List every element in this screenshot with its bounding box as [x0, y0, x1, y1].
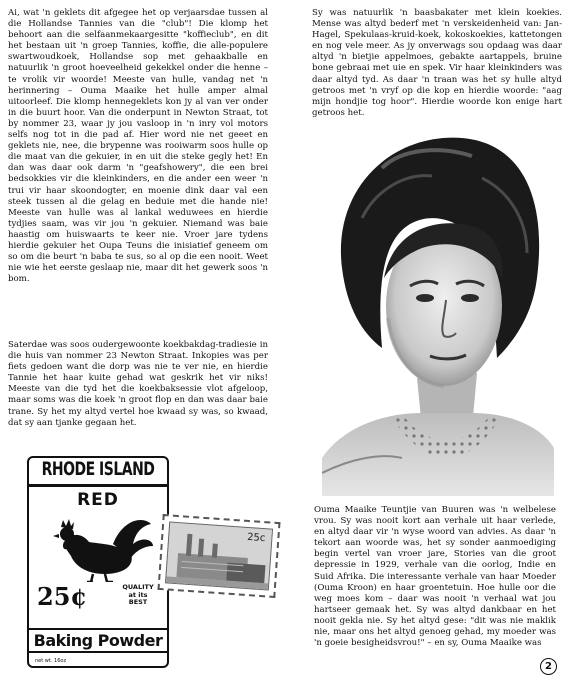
baking-powder-tin-illustration: [27, 456, 169, 668]
tin-net-weight: net wt. 16oz: [35, 658, 67, 664]
article-column-right-top: [312, 8, 562, 119]
tin-price: 25¢: [37, 582, 88, 611]
tin-quality-line: at its: [128, 590, 148, 599]
tin-band: [29, 484, 167, 487]
tin-red-label: RED: [77, 490, 119, 510]
article-column-right-bottom: [314, 505, 556, 649]
postage-stamp: [157, 514, 280, 598]
tin-product-name: Baking Powder: [29, 628, 167, 653]
tin-brand: RHODE ISLAND: [41, 459, 155, 481]
article-column-left-bottom: [8, 340, 268, 429]
paragraph-baking-day: Saterdae was soos oudergewoonte koekbakdag-tradiesie in die huis van nommer 23 Newton Straat. Inkopies was per fiets gedoen want die dorp was nie te ver nie, en hierdie Tannie het haar kuite gehad wat geskrik het vir niks! Meeste van die tyd het die koekbaksessie vlot afgeloop, maar soms was die koek 'n groot flop en dan was daar baie trane. Sy het my altyd vertel hoe kwaad sy was, so kwaad, dat sy aan tjanke gegaan het.: [8, 340, 268, 428]
paragraph-club: Ai, wat 'n geklets dit afgegee het op verjaarsdae tussen al die Hollandse Tannies van die "club"! Die klomp het behoort aan die selfaanmekaargesitte "koffieclub", en dit het bestaan uit 'n groep Tannies, koffie, die alle-populere swartwoudkoek, Hollandse sop met gehaakballe en natuurlik 'n groot hoeveelheid gekekkel onder die henne – te vrolik vir woorde! Meeste van hulle, vandag net 'n herinnering – Ouma Maaike het hulle amper almal uitoorleef. Die klomp hennegeklets kon jy al van ver onder in die buurt hoor. Van die onderpunt in Newton Straat, tot by nommer 23, waar jy jou vasloop in 'n inry vol motors selfs nog tot in die pad af. Hier word nie net geeet en geklets nie, nee, die brypenne was rooiwarm soos hulle op die maat van die gekuier, in en uit die steke gegly het! En dan was daar ook darm 'n "geafshowery", die een brei bedsokkies vir die kleinkinders, en die ander een weer 'n trui vir haar skoondogter, en moenie dink daar val een steek tussen al die gelag en beduie met die hande nie! Meeste van hulle was al lankal weduwees en hierdie tydjies saam, was vir jou 'n gekuier. Niemand was baie haastig om huiswaarts te keer nie. Vroer jare tydens hierdie gekuier het Oupa Teuns die inisiatief geneem om so om die beurt 'n baba te sus, so al op die een nooit. Weet nie wie het eerste geslaap nie, maar dit het gewerk soos 'n bom.: [8, 8, 268, 285]
stamp-value: 25c: [246, 531, 266, 545]
article-column-left-top: [8, 8, 268, 285]
stamp-image: [165, 521, 273, 590]
paragraph-baker: Sy was natuurlik 'n baasbakater met klein koekies. Mense was altyd bederf met 'n verskeidenheid van: Jan-Hagel, Spekulaas-kruid-koek, kokoskoekies, kattetongen en nog vele meer. As jy onverwags sou opdaag was daar altyd 'n bietjie appelmoes, gebakte aartappels, bruine bone gebraai met uie en spek. Vir haar kleinkinders was daar altyd tyd. As daar 'n traan was het sy hulle altyd getroos met 'n vryf op die kop en hierdie woorde: "aag mijn hondjie tog hoor". Hierdie woorde kon enige hart getroos het.: [312, 8, 562, 118]
tin-quality-line: QUALITY: [122, 583, 154, 591]
portrait-photo: [322, 128, 554, 496]
page-number: 2: [540, 658, 557, 675]
paragraph-ouma-maaike: Ouma Maaike Teuntjie van Buuren was 'n welbelese vrou. Sy was nooit kort aan verhale uit haar verlede, en altyd daar vir 'n wyse woord van advies. As daar 'n tekort aan woorde was, het sy sonder aanmoediging begin vertel van vroer jare, Stories van die groot depressie in 1929, verhale van die oorlog, Indie en Suid Afrika. Die interessante verhale van haar Moeder (Ouma Kroon) en haar groentetuin. Hoe hulle oor die weg moes kom – daar was nooit 'n verhaal wat jou hartseer gemaak het. Sy was altyd dankbaar en het nooit gekla nie. Sy het altyd gese: "dit was nie maklik nie, maar ons het altyd genoeg gehad, my moeder was 'n goeie besigheidsvrou!" – en sy, Ouma Maaike was: [314, 505, 556, 649]
tin-quality-line: BEST: [128, 598, 148, 606]
portrait-illustration: [322, 128, 554, 496]
tin-quality-label: [113, 584, 163, 607]
rooster-icon: [43, 514, 155, 582]
